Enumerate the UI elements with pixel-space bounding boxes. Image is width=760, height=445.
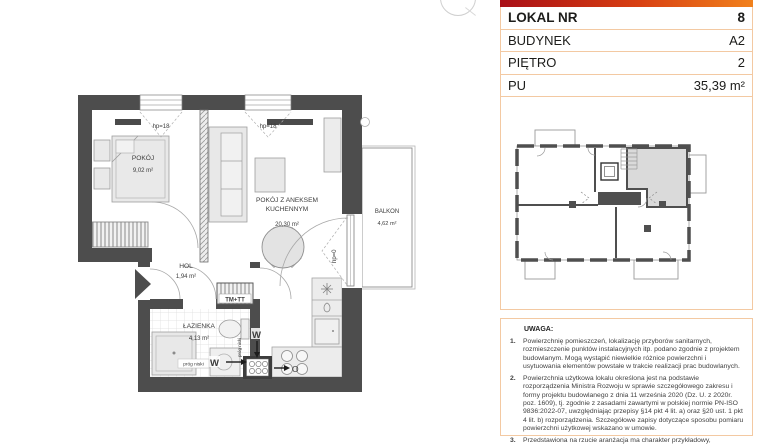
room-pokoj-name: POKÓJ bbox=[131, 155, 155, 162]
room-salon-area: 20,30 m² bbox=[275, 222, 299, 228]
coffee-table bbox=[255, 158, 285, 192]
room-lazienka-name: ŁAZIENKA bbox=[183, 323, 215, 330]
svg-text:W: W bbox=[210, 358, 219, 369]
note-item bbox=[509, 375, 744, 434]
balcony-outline bbox=[360, 146, 415, 289]
svg-text:próg niski: próg niski bbox=[183, 362, 204, 368]
row-label: PU bbox=[508, 77, 527, 93]
building-key-plan-box bbox=[500, 96, 753, 310]
note-item bbox=[509, 338, 744, 372]
room-hol-area: 1,94 m² bbox=[175, 274, 197, 280]
row-value: 35,39 m² bbox=[693, 77, 745, 93]
fridge bbox=[315, 319, 339, 344]
row-label: PIĘTRO bbox=[508, 55, 557, 71]
threshold-label bbox=[178, 359, 209, 368]
room-salon-name2: KUCHENNYM bbox=[265, 206, 309, 213]
row-label: LOKAL NR bbox=[508, 10, 578, 26]
outlet-label: O bbox=[292, 364, 299, 374]
row-value: A2 bbox=[729, 32, 745, 48]
vent-shaft bbox=[243, 356, 272, 379]
room-hol-name: HOL bbox=[179, 263, 193, 270]
accent-bar bbox=[500, 0, 753, 7]
notes-title: UWAGA: bbox=[524, 326, 554, 333]
cabinet bbox=[324, 118, 341, 172]
kitchen-counter bbox=[272, 278, 342, 377]
table-row-lokal bbox=[500, 7, 753, 30]
note-text: Powierzchnia użytkowa lokalu określona jest na podstawie rozporządzenia Ministra Rozwoju w sprawie szczegółowego zakresu i formy projektu budowlanego z dnia 11 września 2020 (Dz. U. z 2020r. poz. 1609), tj. zgodnie z zasadami zawartymi w polskiej normie PN-ISO 9836:2022-07, uwzględniając przepisy §14 pkt 4 lit. a) oraz §20 ust. 1 pkt 4 lit. b) rozporządzenia. Szczegółowe zapisy dotyczące sposobu pomiaru powierzchni użytkowej wskazano w umowie. bbox=[523, 374, 744, 433]
sofa bbox=[209, 127, 247, 222]
room-balkon-area: 4,62 m² bbox=[377, 221, 397, 227]
sill-label: hp=18 bbox=[152, 124, 170, 130]
note-text: Powierzchnię pomieszczeń, lokalizację przyborów sanitarnych, rozmieszczenie punktów instalacyjnych itp. podano zgodnie z projektem budowlanym. Mogą wystąpić niewielkie różnice powierzchni i usytuowania elementów powstałe w trakcie realizacji prac budowlanych. bbox=[523, 338, 740, 371]
notes-section bbox=[500, 318, 753, 444]
sill-label: hp=18 bbox=[259, 124, 277, 130]
pipe-icon bbox=[361, 118, 370, 127]
room-lazienka-area: 4,13 m² bbox=[188, 336, 210, 342]
dining-table bbox=[262, 226, 304, 268]
threshold-label-side: próg niski bbox=[237, 337, 242, 357]
tv-bedroom bbox=[115, 119, 141, 125]
table-row-pu bbox=[500, 75, 753, 98]
note-number: 2. bbox=[510, 374, 516, 382]
window bbox=[245, 95, 291, 110]
row-value: 2 bbox=[737, 55, 745, 71]
note-text: Przedstawiona na rzucie aranżacja ma charakter przykładowy, bbox=[523, 436, 711, 444]
room-balkon-name: BALKON bbox=[374, 209, 400, 215]
wardrobe bbox=[92, 222, 148, 247]
nightstand bbox=[94, 168, 110, 189]
balcony-door bbox=[342, 214, 362, 288]
note-item bbox=[509, 437, 744, 445]
nightstand bbox=[94, 140, 110, 161]
balcony-sill-label: hp=0 bbox=[332, 249, 338, 263]
svg-text:W: W bbox=[252, 330, 261, 341]
note-number: 1. bbox=[510, 338, 516, 345]
elevator-icon bbox=[601, 163, 618, 180]
window bbox=[140, 95, 182, 110]
unit-info-table bbox=[500, 0, 753, 97]
shaft-label: TM+TT bbox=[225, 297, 245, 304]
row-label: BUDYNEK bbox=[508, 32, 571, 48]
partition-wall bbox=[200, 110, 208, 262]
note-number: 3. bbox=[510, 436, 516, 444]
table-row-pietro bbox=[500, 52, 753, 75]
room-salon-name1: POKÓJ Z ANEKSEM bbox=[256, 197, 318, 204]
toilet bbox=[219, 319, 249, 339]
installation-shaft bbox=[217, 283, 253, 304]
row-value: 8 bbox=[737, 10, 745, 26]
building-key-plan bbox=[501, 97, 752, 309]
table-row-budynek bbox=[500, 30, 753, 53]
room-pokoj-area: 9,02 m² bbox=[132, 168, 154, 174]
